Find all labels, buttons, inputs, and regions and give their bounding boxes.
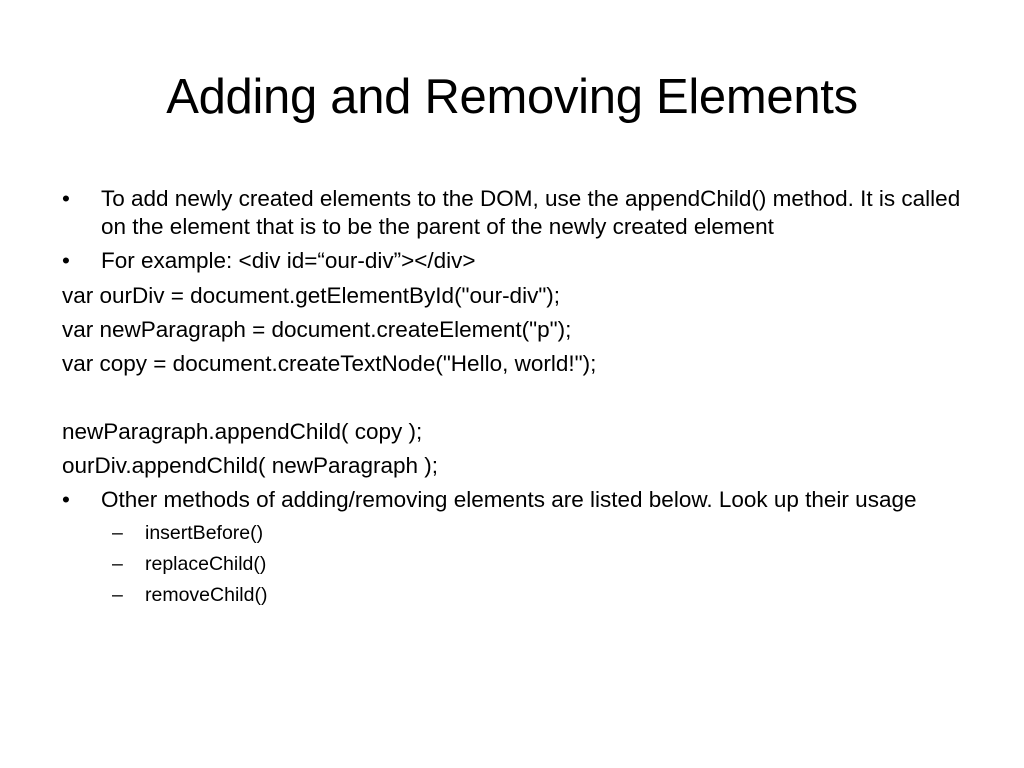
dash-icon: – xyxy=(112,553,123,575)
sub-item-text: insertBefore() xyxy=(145,522,264,544)
dash-icon: – xyxy=(112,522,123,544)
dash-icon: – xyxy=(112,584,123,606)
bullet-item xyxy=(62,185,962,241)
code-line: var copy = document.createTextNode("Hello, world!"); xyxy=(62,351,597,376)
sub-item-text: replaceChild() xyxy=(145,553,267,575)
slide-title: Adding and Removing Elements xyxy=(166,70,858,124)
bullet-dot-icon: • xyxy=(62,248,70,273)
bullet-item xyxy=(62,486,962,514)
sub-item xyxy=(62,551,962,577)
code-line: newParagraph.appendChild( copy ); xyxy=(62,419,423,444)
code-line: ourDiv.appendChild( newParagraph ); xyxy=(62,453,439,478)
bullet-dot-icon: • xyxy=(62,487,70,512)
sub-item xyxy=(62,582,962,608)
bullet-text: For example: <div id=“our-div”></div> xyxy=(101,248,476,273)
slide-body xyxy=(62,185,962,608)
bullet-text: To add newly created elements to the DOM, use the appendChild() method. It is called on the element that is to be the parent of the newly created element xyxy=(101,186,961,239)
bullet-dot-icon: • xyxy=(62,186,70,211)
bullet-text: Other methods of adding/removing elements are listed below. Look up their usage xyxy=(101,487,917,512)
code-line: var ourDiv = document.getElementById("our-div"); xyxy=(62,283,561,308)
bullet-item xyxy=(62,247,962,275)
code-line: var newParagraph = document.createElement("p"); xyxy=(62,317,572,342)
sub-item-text: removeChild() xyxy=(145,584,268,606)
sub-item xyxy=(62,520,962,546)
